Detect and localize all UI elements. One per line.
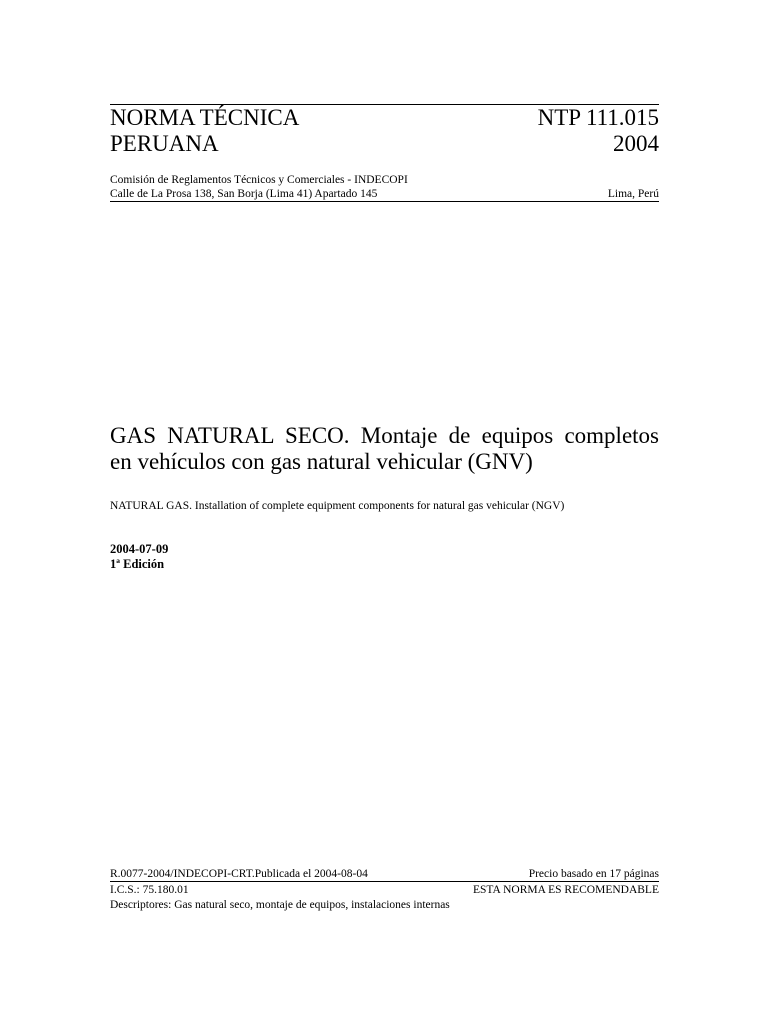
norma-year: 2004 [613, 131, 659, 156]
document-title [110, 423, 659, 475]
institution-row [110, 173, 659, 187]
institution-name: Comisión de Reglamentos Técnicos y Comerciales - INDECOPI [110, 174, 408, 186]
footer-row-3 [110, 898, 659, 912]
footer-row-1 [110, 867, 659, 881]
institution-address: Calle de La Prosa 138, San Borja (Lima 41) Apartado 145 [110, 188, 378, 200]
norma-title-line2: PERUANA [110, 131, 219, 156]
norma-title-line1: NORMA TÉCNICA [110, 105, 300, 130]
header-bottom-rule [110, 201, 659, 202]
footer-descriptors: Descriptores: Gas natural seco, montaje de equipos, instalaciones internas [110, 899, 450, 911]
footer-price: Precio basado en 17 páginas [528, 868, 659, 880]
document-page [110, 0, 659, 1024]
header-row-2 [110, 131, 659, 157]
footer-resolution: R.0077-2004/INDECOPI-CRT.Publicada el 2004-08-04 [110, 868, 368, 880]
institution-city: Lima, Perú [607, 188, 659, 200]
footer-recommendation: ESTA NORMA ES RECOMENDABLE [473, 884, 659, 896]
footer-ics: I.C.S.: 75.180.01 [110, 884, 189, 896]
header-row-1 [110, 105, 659, 131]
norma-code: NTP 111.015 [537, 105, 659, 130]
document-title-line1: GAS NATURAL SECO. Montaje de equipos completos [110, 423, 659, 448]
footer-row-2 [110, 883, 659, 897]
english-title: NATURAL GAS. Installation of complete equipment components for natural gas vehicular (NGV) [110, 500, 565, 512]
document-title-line2: en vehículos con gas natural vehicular (GNV) [110, 449, 533, 474]
document-edition: 1ª Edición [110, 557, 165, 571]
footer-rule [110, 881, 659, 882]
document-date: 2004-07-09 [110, 542, 169, 556]
address-row [110, 187, 659, 201]
